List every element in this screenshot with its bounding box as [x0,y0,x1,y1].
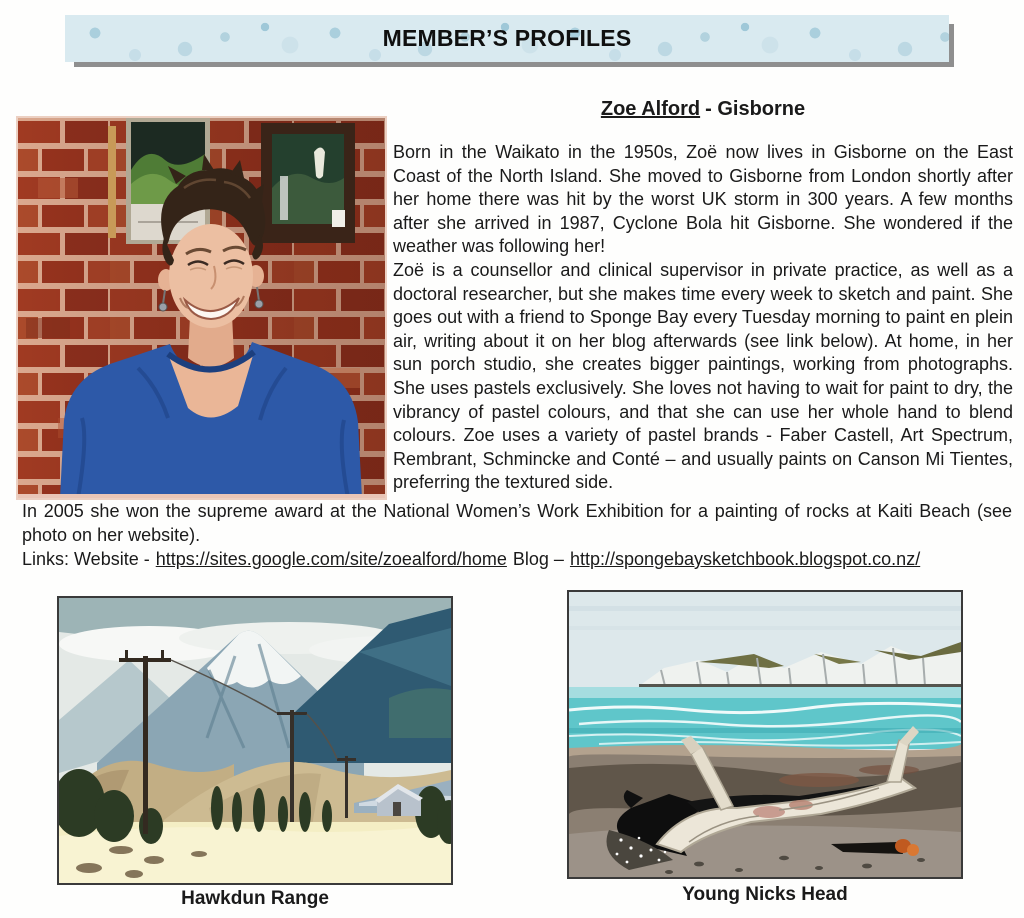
profile-name: Zoe Alford [600,98,701,120]
young-nicks-head-painting [567,590,963,879]
links-line [22,549,1012,570]
website-link[interactable]: https://sites.google.com/site/zoealford/home [155,549,507,569]
links-label: Links: Website - [22,549,150,569]
hawkdun-range-art [59,598,451,883]
zoe-portrait-photo [18,118,385,498]
bio-paragraph-3: In 2005 she won the supreme award at the National Women’s Work Exhibition for a painting of rocks at Kaiti Beach (see photo on her website). [22,501,1012,545]
framed-picture-right [261,123,355,243]
page-title: MEMBER’S PROFILES [382,25,632,51]
bio-paragraph-1: Born in the Waikato in the 1950s, Zoë now lives in Gisborne on the East Coast of the North Island. She moved to Gisborne from London shortly after her home there was hit by the worst UK storm in 300 years. A few months after she arrived in 1987, Cyclone Bola hit Gisborne. She wondered if the weather was following her! [393,142,1013,257]
blog-label: Blog – [512,549,564,569]
profile-heading [393,98,1013,121]
blog-link[interactable]: http://spongebaysketchbook.blogspot.co.nz/ [569,549,921,569]
painting-caption-hawkdun: Hawkdun Range [181,888,329,909]
painting-caption-young-nicks: Young Nicks Head [682,884,848,905]
profile-bio [393,141,1013,495]
young-nicks-head-art [569,592,961,877]
profile-location: - Gisborne [705,98,806,120]
zoe-portrait-art [18,118,385,498]
bio-paragraph-2: Zoë is a counsellor and clinical supervisor in private practice, as well as a doctoral researcher, but she makes time every week to sketch and paint. She goes out with a friend to Sponge Bay every Tuesday morning to paint en plein air, writing about it on her blog afterwards (see link below). At home, in her sun porch studio, she creates bigger paintings, working from photographs. She uses pastels exclusively. She loves not having to wait for paint to dry, the vibrancy of pastel colours, and that she can use her whole hand to blend colours. Zoe uses a variety of pastel brands - Faber Castell, Art Spectrum, Rembrant, Schmincke and Conté – and usually paints on Canson Mi Tientes, preferring the textured side. [393,259,1013,493]
hawkdun-range-painting [57,596,453,885]
page-banner [65,15,949,62]
